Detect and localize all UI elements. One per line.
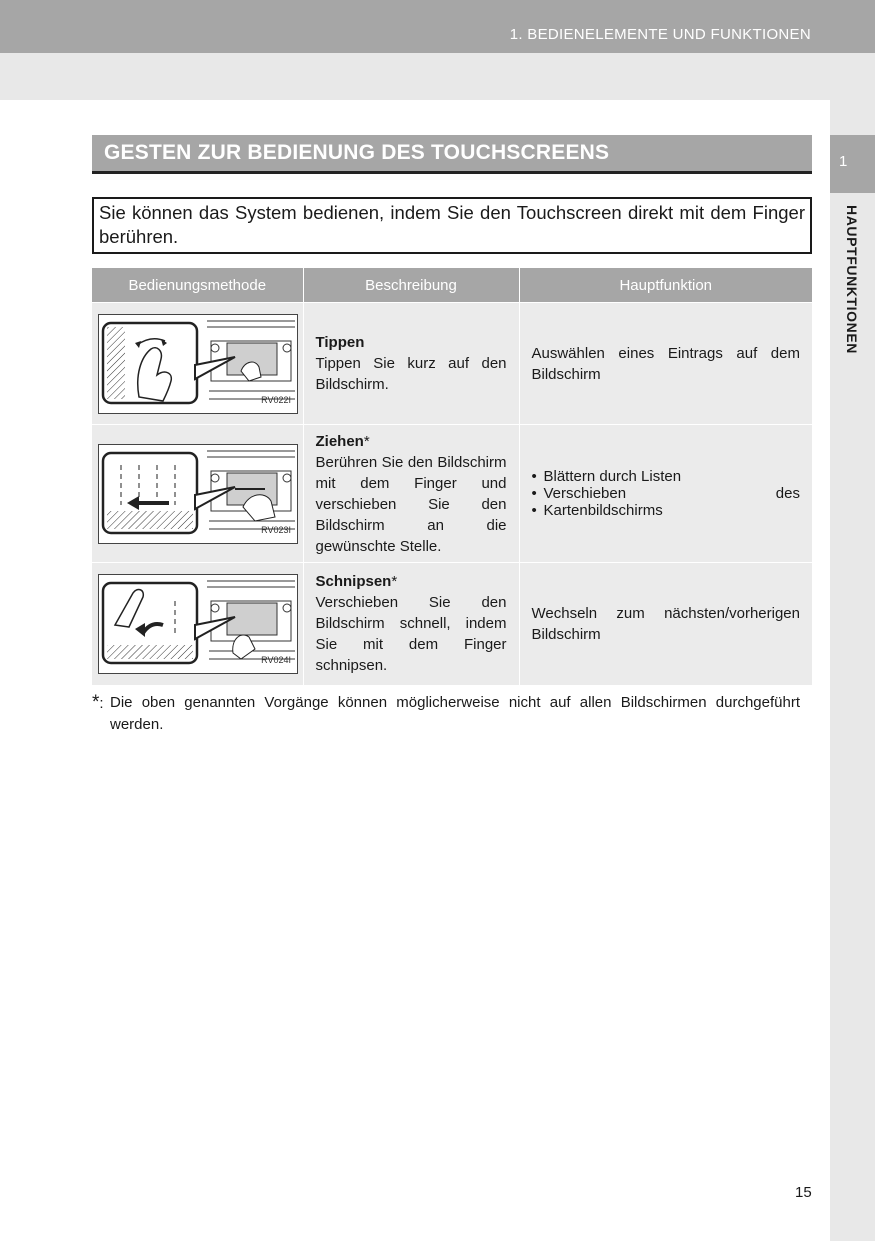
list-item: • Verschieben des <box>532 485 801 502</box>
chapter-label: HAUPTFUNKTIONEN <box>844 205 860 354</box>
image-code: RV022I <box>261 394 291 405</box>
page-header <box>0 0 875 53</box>
column-header-function: Hauptfunktion <box>519 268 812 303</box>
method-cell <box>92 425 303 563</box>
table-row <box>92 563 812 685</box>
table-row <box>92 303 812 425</box>
gesture-title <box>316 571 507 592</box>
asterisk: * <box>391 573 398 591</box>
column-header-method: Bedienungsmethode <box>92 268 303 303</box>
table-row <box>92 425 812 563</box>
gesture-table <box>92 268 812 685</box>
section-title: 1. BEDIENELEMENTE UND FUNKTIONEN <box>509 26 811 43</box>
description-cell <box>303 425 519 563</box>
image-code: RV023I <box>261 524 291 535</box>
footnote-asterisk: * <box>92 692 100 713</box>
description-cell <box>303 303 519 425</box>
function-list <box>532 468 801 519</box>
gesture-description: Berühren Sie den Bildschirm mit dem Finger und verschieben Sie den Bildschirm an die gewünschte Stelle. <box>315 453 507 555</box>
list-item: • Blättern durch Listen <box>532 468 801 485</box>
list-item-continuation <box>532 502 801 519</box>
page-number: 15 <box>795 1184 812 1201</box>
gesture-title <box>316 431 507 452</box>
gesture-title-text: Schnipsen <box>315 573 392 591</box>
column-header-description: Beschreibung <box>303 268 519 303</box>
gesture-description: Tippen Sie kurz auf den Bildschirm. <box>315 355 507 393</box>
flick-gesture-illustration <box>98 574 298 674</box>
table-header-row <box>92 268 812 303</box>
image-code: RV024I <box>261 654 291 665</box>
method-cell <box>92 563 303 685</box>
footnote-separator: : <box>99 695 104 712</box>
asterisk: * <box>363 432 370 450</box>
gesture-description: Verschieben Sie den Bildschirm schnell, indem Sie mit dem Finger schnipsen. <box>315 594 507 675</box>
footnote-mark <box>92 692 110 715</box>
method-cell <box>92 303 303 425</box>
gesture-title-text: Tippen <box>315 334 365 351</box>
gesture-title <box>316 332 507 353</box>
function-cell: Wechseln zum nächsten/vorherigen Bildschirm <box>519 563 812 685</box>
footnote-text: Die oben genannten Vorgänge können möglicherweise nicht auf allen Bildschirmen durchgeführt werden. <box>110 694 800 733</box>
footnote <box>92 692 800 736</box>
gesture-title-text: Ziehen <box>315 432 364 450</box>
function-cell: Auswählen eines Eintrags auf dem Bildschirm <box>519 303 812 425</box>
chapter-tab[interactable] <box>830 135 875 193</box>
chapter-number: 1 <box>839 153 848 170</box>
page-heading <box>92 135 812 174</box>
function-cell <box>519 425 812 563</box>
page-heading-text: GESTEN ZUR BEDIENUNG DES TOUCHSCREENS <box>104 141 610 164</box>
description-cell <box>303 563 519 685</box>
list-item-continuation-text: Kartenbildschirms <box>543 502 663 519</box>
tap-gesture-illustration <box>98 314 298 414</box>
header-band <box>0 53 875 100</box>
drag-gesture-illustration <box>98 444 298 544</box>
intro-box: Sie können das System bedienen, indem Sie den Touchscreen direkt mit dem Finger berühren. <box>92 197 812 254</box>
